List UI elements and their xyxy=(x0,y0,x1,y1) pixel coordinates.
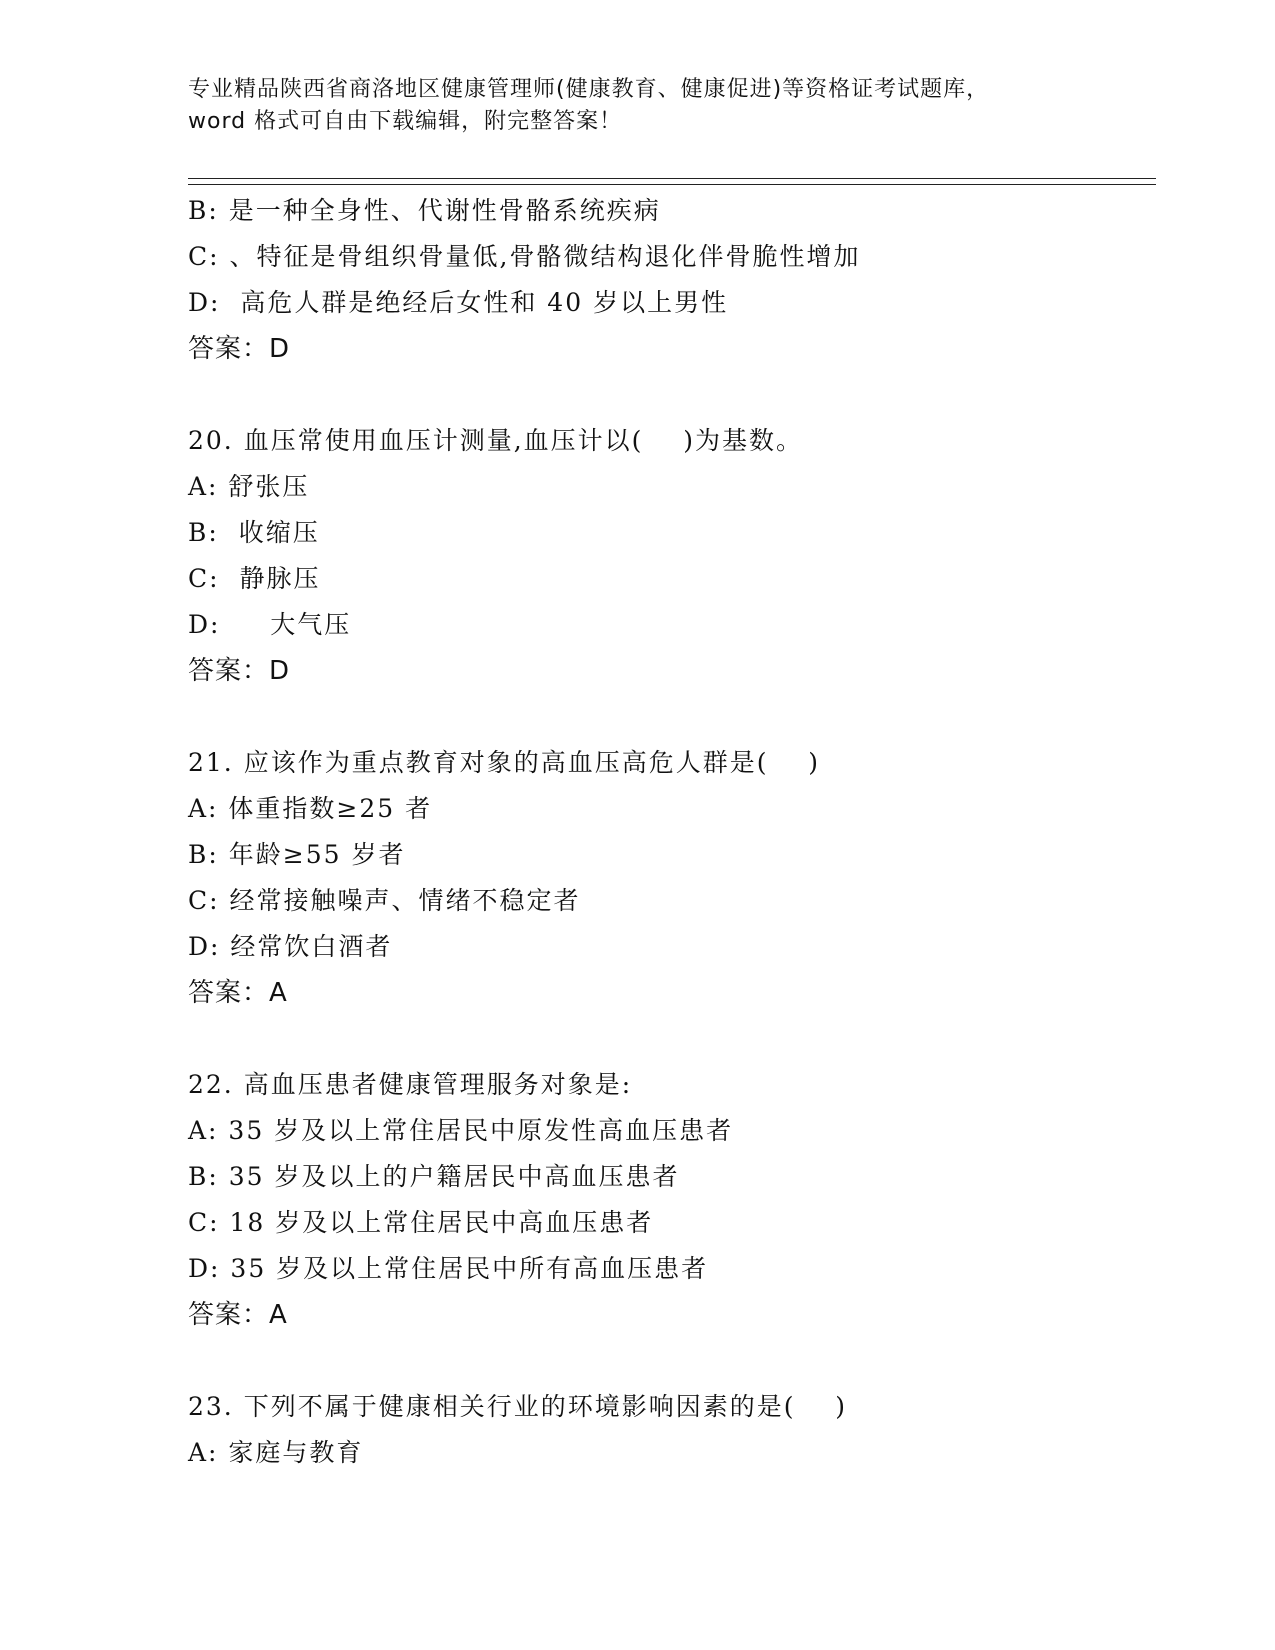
question-stem: 23. 下列不属于健康相关行业的环境影响因素的是( ) xyxy=(188,1392,848,1421)
option-d: D: 35 岁及以上常住居民中所有高血压患者 xyxy=(188,1254,709,1283)
option-b: B: 35 岁及以上的户籍居民中高血压患者 xyxy=(188,1162,680,1191)
header-line-1: 专业精品陕西省商洛地区健康管理师(健康教育、健康促进)等资格证考试题库， xyxy=(188,77,990,102)
option-c: C: 、特征是骨组织骨量低,骨骼微结构退化伴骨脆性增加 xyxy=(188,242,861,271)
answer-line: 答案：A xyxy=(188,978,288,1008)
question-stem: 22. 高血压患者健康管理服务对象是: xyxy=(188,1070,633,1099)
question-stem: 21. 应该作为重点教育对象的高血压高危人群是( ) xyxy=(188,748,821,777)
document-header xyxy=(188,74,1148,138)
spacer xyxy=(188,1338,1156,1384)
header-line-2: word 格式可自由下载编辑，附完整答案！ xyxy=(188,109,623,134)
option-c: C: 经常接触噪声、情绪不稳定者 xyxy=(188,886,581,915)
spacer xyxy=(188,372,1156,418)
option-a: A: 家庭与教育 xyxy=(188,1438,364,1467)
option-a: A: 35 岁及以上常住居民中原发性高血压患者 xyxy=(188,1116,734,1145)
answer-line: 答案：D xyxy=(188,656,291,686)
spacer xyxy=(188,1016,1156,1062)
option-b: B: 收缩压 xyxy=(188,518,320,547)
option-c: C: 静脉压 xyxy=(188,564,321,593)
question-21 xyxy=(188,740,1156,1016)
option-a: A: 体重指数≥25 者 xyxy=(188,794,433,823)
option-d: D: 经常饮白酒者 xyxy=(188,932,393,961)
answer-line: 答案：D xyxy=(188,334,291,364)
option-a: A: 舒张压 xyxy=(188,472,310,501)
option-b: B: 是一种全身性、代谢性骨骼系统疾病 xyxy=(188,196,661,225)
option-b: B: 年龄≥55 岁者 xyxy=(188,840,406,869)
prev-question xyxy=(188,188,1156,372)
question-content xyxy=(188,188,1156,1476)
header-rule-bottom xyxy=(188,184,1156,185)
option-d: D: 高危人群是绝经后女性和 40 岁以上男性 xyxy=(188,288,729,317)
answer-line: 答案：A xyxy=(188,1300,288,1330)
header-rule-top xyxy=(188,178,1156,179)
spacer xyxy=(188,694,1156,740)
option-c: C: 18 岁及以上常住居民中高血压患者 xyxy=(188,1208,654,1237)
option-d: D: 大气压 xyxy=(188,610,352,639)
question-20 xyxy=(188,418,1156,694)
question-stem: 20. 血压常使用血压计测量,血压计以( )为基数。 xyxy=(188,426,803,455)
question-22 xyxy=(188,1062,1156,1338)
question-23 xyxy=(188,1384,1156,1476)
